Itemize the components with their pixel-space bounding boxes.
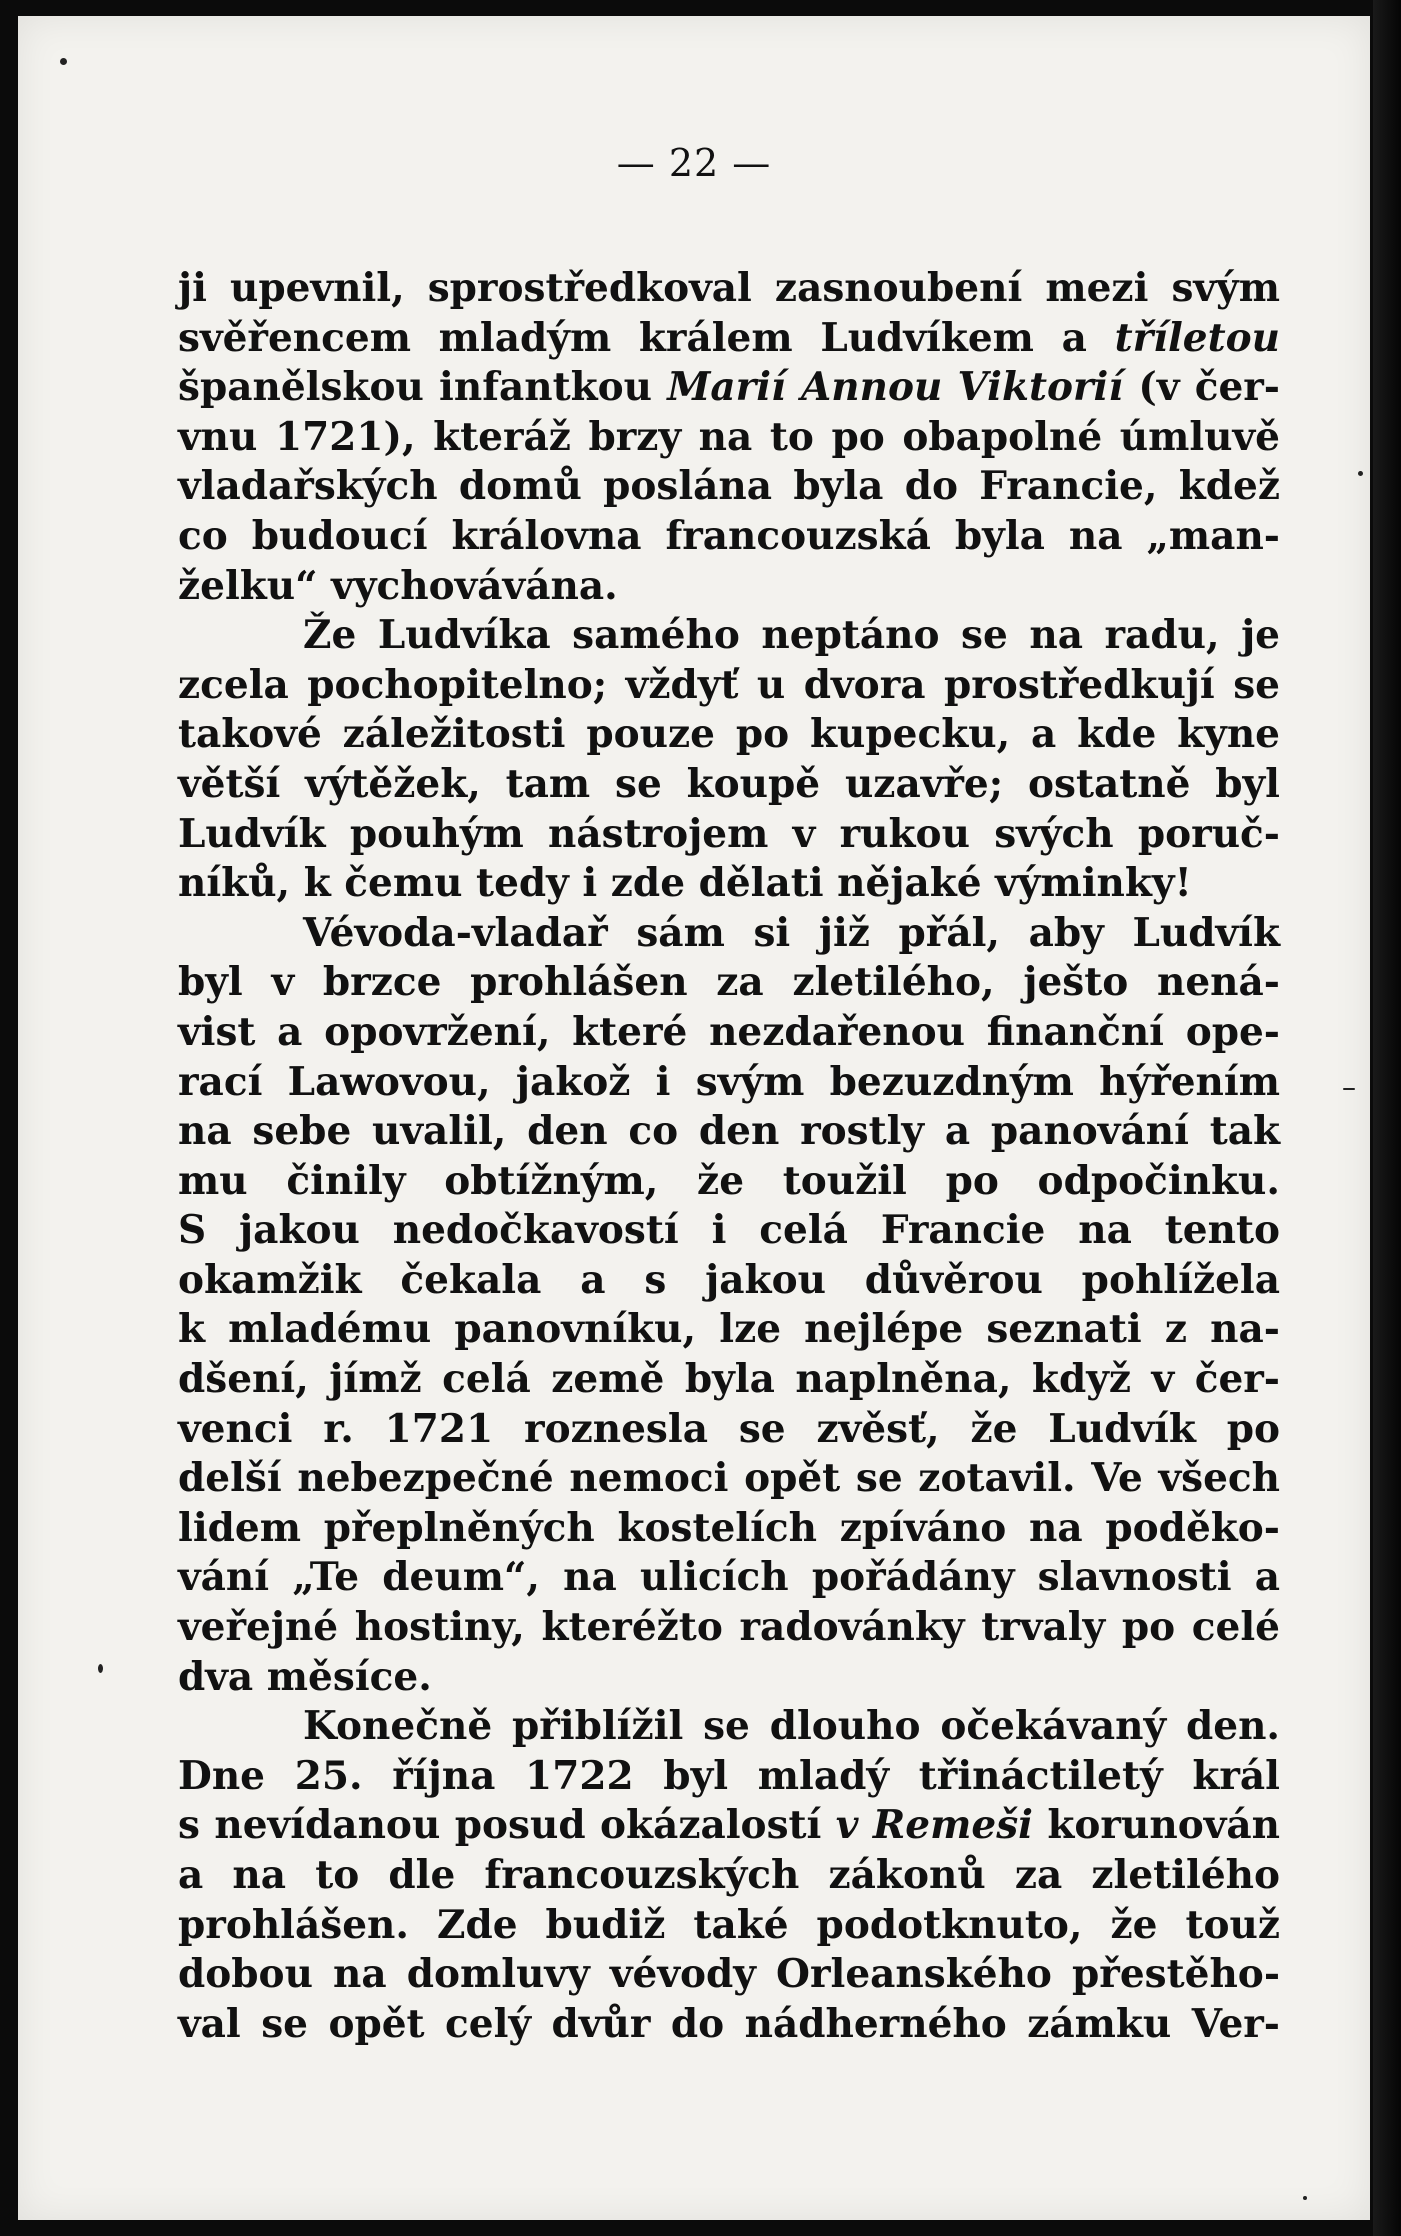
text-line [178, 1702, 1280, 1752]
text-segment: Že Ludvíka samého neptáno se na radu, je [303, 612, 1280, 659]
book-page [18, 16, 1370, 2220]
text-line [178, 1653, 1280, 1703]
text-line [178, 413, 1280, 463]
text-line [178, 1008, 1280, 1058]
page-number: — 22 — [616, 141, 772, 185]
text-segment: Ludvík pouhým nástrojem v rukou svých poruč- [178, 810, 1280, 857]
text-segment: lidem přeplněných kostelích zpíváno na poděko- [178, 1504, 1280, 1551]
text-line [178, 1107, 1280, 1157]
text-line [178, 611, 1280, 661]
text-line [178, 1355, 1280, 1405]
text-segment: dva měsíce. [178, 1653, 432, 1700]
text-segment: želku“ vychovávána. [178, 562, 618, 609]
text-line [178, 909, 1280, 959]
print-speck [1358, 471, 1363, 476]
text-segment: španělskou infantkou [178, 364, 668, 411]
text-segment: co budoucí královna francouzská byla na „man- [178, 512, 1280, 559]
text-segment: mu činily obtížným, že toužil po odpočinku. [178, 1157, 1280, 1204]
text-segment: vist a opovržení, které nezdařenou finanční ope- [178, 1008, 1280, 1055]
text-segment: větší výtěžek, tam se koupě uzavře; ostatně byl [178, 760, 1280, 807]
text-line [178, 710, 1280, 760]
text-line [178, 1058, 1280, 1108]
print-speck [98, 1664, 103, 1673]
italic-text: v Remeši [835, 1802, 1033, 1849]
text-segment: rací Lawovou, jakož i svým bezuzdným hýřením [178, 1058, 1280, 1105]
text-line [178, 2000, 1280, 2050]
text-segment: takové záležitosti pouze po kupecku, a kde kyne [178, 711, 1280, 758]
text-segment: Dne 25. října 1722 byl mladý třináctiletý král [178, 1752, 1280, 1799]
text-segment: k mladému panovníku, lze nejlépe seznati z na- [178, 1306, 1280, 1353]
text-line [178, 264, 1280, 314]
text-segment: byl v brzce prohlášen za zletilého, ještо nená- [178, 959, 1280, 1006]
text-line [178, 1901, 1280, 1951]
text-segment: zcela pochopitelno; vždyť u dvora prostředkují se [178, 661, 1280, 708]
text-line [178, 859, 1280, 909]
text-line [178, 661, 1280, 711]
text-segment: prohlášen. Zde budiž také podotknuto, že touž [178, 1901, 1280, 1948]
text-line [178, 1603, 1280, 1653]
text-segment: dšení, jímž celá země byla naplněna, když v čer- [178, 1356, 1280, 1403]
text-line [178, 363, 1280, 413]
text-segment: venci r. 1721 roznesla se zvěsť, že Ludvík po [178, 1405, 1280, 1452]
italic-text: tříletou [1114, 314, 1280, 361]
text-segment: dobou na domluvy vévody Orleanského přestěho- [178, 1951, 1280, 1998]
body-text [178, 264, 1280, 2049]
text-line [178, 1851, 1280, 1901]
text-segment: s nevídanou posud okázalostí [178, 1802, 836, 1849]
text-segment: S jakou nedočkavostí i celá Francie na tento [178, 1207, 1280, 1254]
text-segment: korunován [1032, 1802, 1280, 1849]
text-segment: Vévoda-vladař sám si již přál, aby Ludvík [303, 909, 1280, 956]
text-line [178, 512, 1280, 562]
text-line [178, 314, 1280, 364]
text-segment: val se opět celý dvůr do nádherného zámku Ver- [178, 2000, 1280, 2047]
print-speck [60, 58, 67, 65]
italic-text: Marií Annou Viktorií [667, 364, 1124, 411]
text-line [178, 1256, 1280, 1306]
text-line [178, 562, 1280, 612]
text-segment: delší nebezpečné nemoci opět se zotavil. Ve všech [178, 1455, 1280, 1502]
text-segment: vladařských domů poslána byla do Francie, kdež [178, 463, 1280, 510]
text-line [178, 1553, 1280, 1603]
text-line [178, 1157, 1280, 1207]
text-segment: svěřencem mladým králem Ludvíkem a [178, 314, 1115, 361]
text-line [178, 810, 1280, 860]
text-segment: vnu 1721), kteráž brzy na to po obapolné úmluvě [178, 413, 1280, 460]
text-line [178, 1504, 1280, 1554]
print-speck [1303, 2196, 1307, 2200]
text-line [178, 1801, 1280, 1851]
text-segment: a na to dle francouzských zákonů za zletilého [178, 1852, 1280, 1898]
text-segment: vání „Te deum“, na ulicích pořádány slavnosti a [178, 1554, 1280, 1601]
text-segment: (v čer- [1123, 364, 1280, 411]
text-line [178, 462, 1280, 512]
text-line [178, 1752, 1280, 1802]
text-segment: veřejné hostiny, kteréžto radovánky trvaly po celé [178, 1604, 1280, 1651]
text-segment: níků, k čemu tedy i zde dělati nějaké výminky! [178, 860, 1192, 907]
text-line [178, 760, 1280, 810]
text-line [178, 958, 1280, 1008]
text-line [178, 1305, 1280, 1355]
text-segment: ji upevnil, sprostředkoval zasnoubení mezi svým [178, 265, 1280, 311]
text-line [178, 1454, 1280, 1504]
print-speck [1343, 1088, 1355, 1090]
text-line [178, 1206, 1280, 1256]
text-segment: okamžik čekala a s jakou důvěrou pohlížela [178, 1256, 1280, 1303]
scan-right-edge [1373, 0, 1401, 2236]
text-line [178, 1405, 1280, 1455]
text-segment: Konečně přiblížil se dlouho očekávaný den. [303, 1703, 1280, 1750]
text-segment: na sebe uvalil, den co den rostly a panování tak [178, 1108, 1280, 1155]
text-line [178, 1950, 1280, 2000]
